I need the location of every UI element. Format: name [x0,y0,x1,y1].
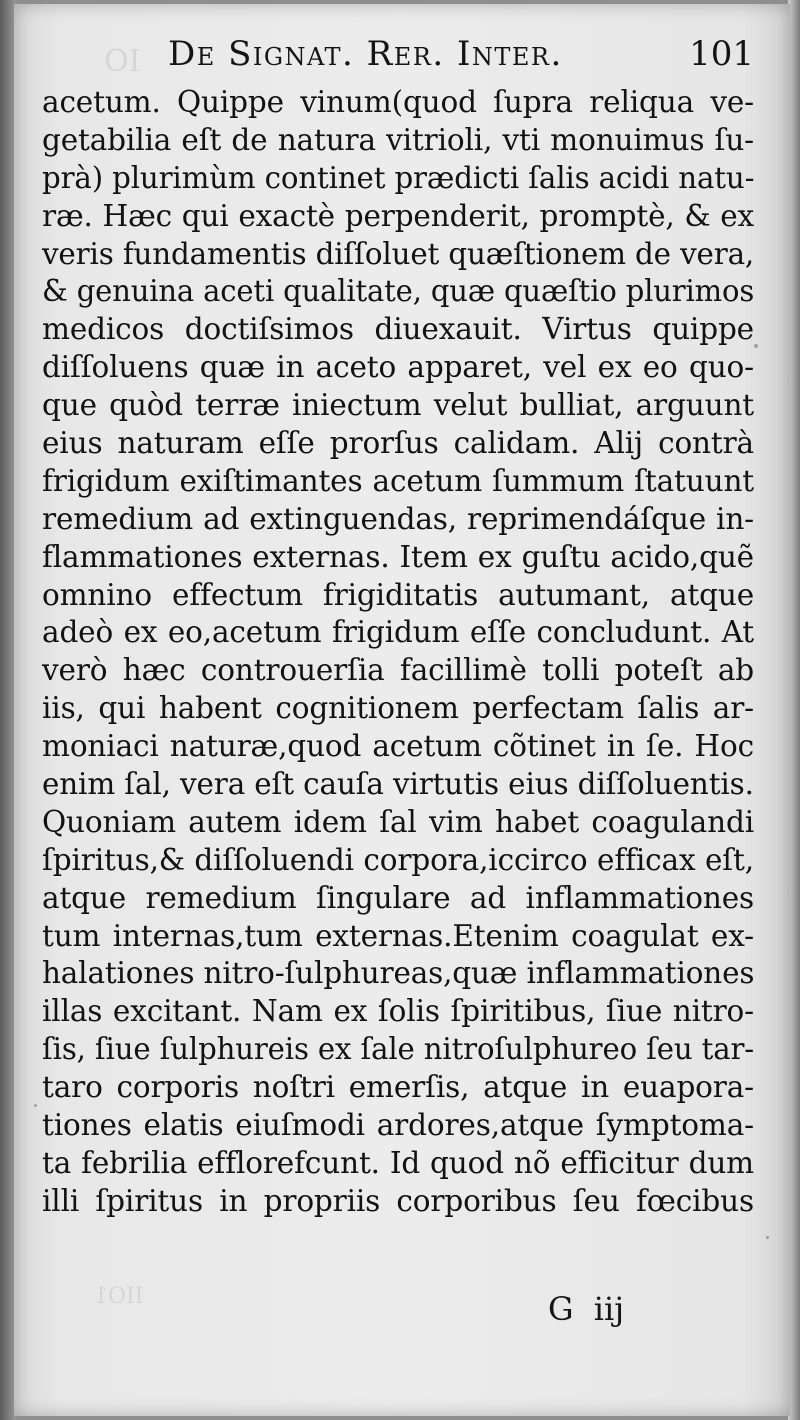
text-line: getabilia eſt de natura vitrioli, vti monuimus ſu- [42,122,754,157]
bleed-through-mark: IIO1 [94,1284,144,1309]
text-line: illi ſpiritus in propriis corporibus ſeu fœcibus [42,1183,754,1218]
text-line: medicos doctiſsimos diuexauit. Virtus quippe [42,312,754,347]
text-line: veris fundamentis diſſoluet quæſtionem de vera, [42,236,755,271]
text-line: tiones elatis eiuſmodi ardores,atque ſymptoma- [42,1108,754,1143]
text-line: ræ. Hæc qui exactè perpenderit, promptè, & ex [42,198,754,233]
text-line: illas excitant. Nam ex ſolis ſpiritibus, ſiue nitro- [42,994,754,1029]
ink-speck [34,1104,37,1107]
text-line: halationes nitro-ſulphureas,quæ inflammationes [42,956,755,991]
text-line: & genuina aceti qualitate, quæ quæſtio plurimos [42,274,755,309]
text-line: flammationes externas. Item ex guſtu acido,quẽ [42,539,754,574]
text-line: diſſoluens quæ in aceto apparet, vel ex eo quo- [42,350,754,385]
page-number: 101 [689,34,754,74]
text-line: ſis, ſiue ſulphureis ex ſale nitroſulphureo ſeu tar- [42,1032,754,1067]
text-line: eius naturam eſſe prorſus calidam. Alij contrà [42,426,754,461]
text-line: taro corporis noſtri emerſis, atque in euapora- [42,1070,754,1105]
text-line: tum internas,tum externas.Etenim coagulat ex- [42,918,754,953]
text-line: ta febrilia efflorefcunt. Id quod nõ efficitur dum [42,1145,754,1180]
running-head: De Signat. Rer. Inter. [168,34,563,74]
text-line: verò hæc controuerſia facillimè tolli poteſt ab [42,653,754,688]
ink-speck [754,344,758,348]
text-line: remedium ad extinguendas, reprimendáſque in- [42,501,754,536]
text-line: acetum. Quippe vinum(quod ſupra reliqua ve- [42,85,754,119]
signature-mark: G iij [548,1290,625,1328]
text-line: atque remedium ſingulare ad inflammationes [42,880,754,915]
text-line: omnino effectum frigiditatis autumant, atque [42,577,754,612]
text-line: moniaci naturæ,quod acetum cõtinet in ſe. Hoc [42,729,754,764]
text-line: iis, qui habent cognitionem perfectam ſalis ar- [42,691,754,726]
text-line: enim ſal, vera eſt cauſa virtutis eius diſſoluentis. [42,767,754,802]
text-line: prà) plurimùm continet prædicti ſalis acidi natu- [42,160,755,195]
body-text [42,84,754,1221]
text-line: ſpiritus,& diſſoluendi corpora,iccirco efficax eſt, [42,842,754,877]
text-line: frigidum exiſtimantes acetum ſummum ſtatuunt [42,463,754,498]
page-header [168,34,754,78]
text-line: adeò ex eo,acetum frigidum eſſe concludunt. At [42,615,754,650]
bleed-through-mark: IO [104,44,141,79]
ink-speck [766,1236,769,1239]
text-line: que quòd terræ iniectum velut bulliat, arguunt [42,388,754,423]
text-line: Quoniam autem idem ſal vim habet coagulandi [42,804,754,839]
